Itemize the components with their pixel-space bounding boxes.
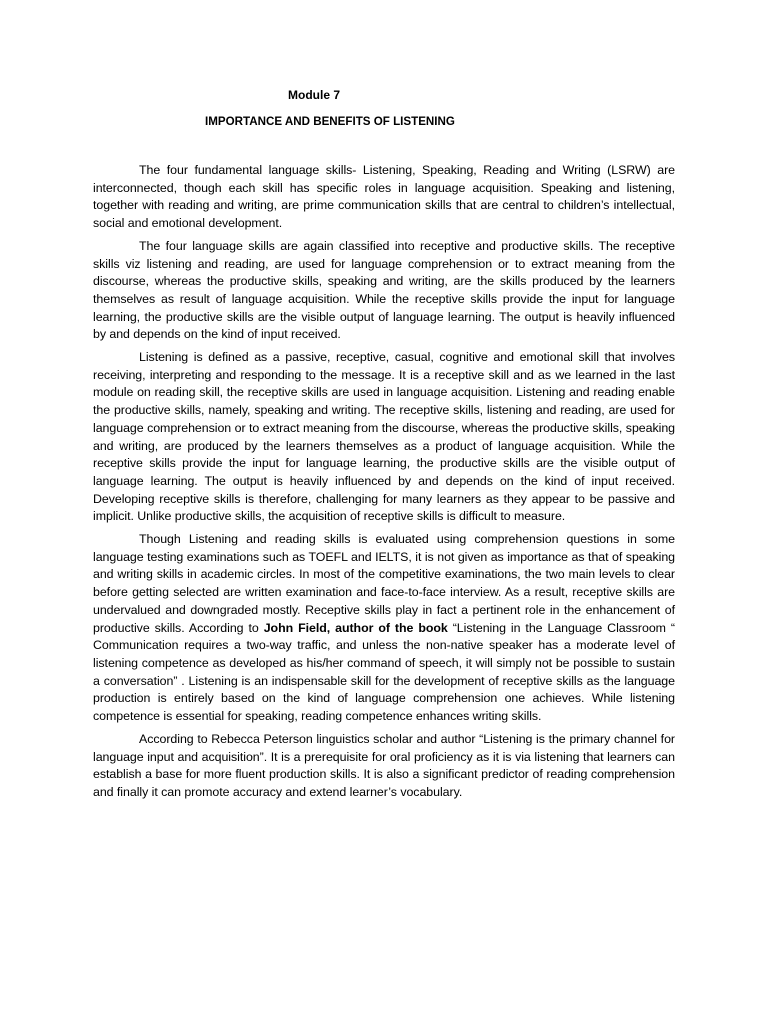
module-label: Module 7 — [288, 88, 341, 102]
paragraph-4 — [93, 531, 675, 726]
paragraph-4-bold-citation: John Field, author of the book — [263, 620, 448, 635]
paragraph-1: The four fundamental language skills- Listening, Speaking, Reading and Writing (LSRW) are interconnected, though each skill has specific roles in language acquisition. Speaking and listening, together with reading and writing, are prime communication skills that are central to children’s intellectual, social and emotional development. — [93, 163, 675, 231]
document-heading: IMPORTANCE AND BENEFITS OF LISTENING — [205, 115, 455, 128]
paragraph-2: The four language skills are again classified into receptive and productive skills. The receptive skills viz listening and reading, are used for language comprehension or to extract meaning from the discourse, whereas the productive skills, speaking and writing, are the skills produced by the learners themselves as result of language acquisition. While the receptive skills provide the input for language learning, the productive skills are the visible output of language learning. The output is heavily influenced by and depends on the kind of input received. — [93, 238, 675, 342]
paragraph-3: Listening is defined as a passive, receptive, casual, cognitive and emotional skill that involves receiving, interpreting and responding to the message. It is a receptive skill and as we learned in the last module on reading skill, the receptive skills are used in language acquisition. Listening and reading enable the productive skills, namely, speaking and writing. The receptive skills, listening and reading, are used for language comprehension or to extract meaning from the discourse, whereas the productive skills, speaking and writing, are produced by the learners themselves as a product of language acquisition. While the receptive skills provide the input for language learning, the productive skills are the visible output of language learning. The output is heavily influenced by and depends on the kind of input received. Developing receptive skills is therefore, challenging for many learners as they appear to be passive and implicit. Unlike productive skills, the acquisition of receptive skills is difficult to measure. — [93, 350, 675, 524]
paragraph-4-text-start: Though Listening and reading skills is evaluated using comprehension questions in some language testing examinations such as TOEFL and IELTS, it is not given as importance as that of speaking and writing skills in academic circles. In most of the competitive examinations, the two main levels to clear before getting selected are written examination and face-to-face interview. As a result, receptive skills are undervalued and downgraded mostly. Receptive skills play in fact a pertinent role in the enhancement of productive skills. According to — [93, 532, 675, 635]
document-page — [93, 86, 675, 807]
paragraph-4-text-end: “Listening in the Language Classroom “ Communication requires a two-way traffic, and unless the non-native speaker has a moderate level of listening competence as developed as his/her command of speech, it will simply not be possible to sustain a conversation” . Listening is an indispensable skill for the development of receptive skills as the language production is entirely based on the kind of language comprehension one achieves. While listening competence is essential for speaking, reading competence enhances writing skills. — [93, 620, 676, 724]
paragraph-5: According to Rebecca Peterson linguistics scholar and author “Listening is the primary channel for language input and acquisition”. It is a prerequisite for oral proficiency as it is via listening that learners can establish a base for more fluent production skills. It is also a significant predictor of reading comprehension and finally it can promote accuracy and extend learner’s vocabulary. — [93, 731, 675, 799]
